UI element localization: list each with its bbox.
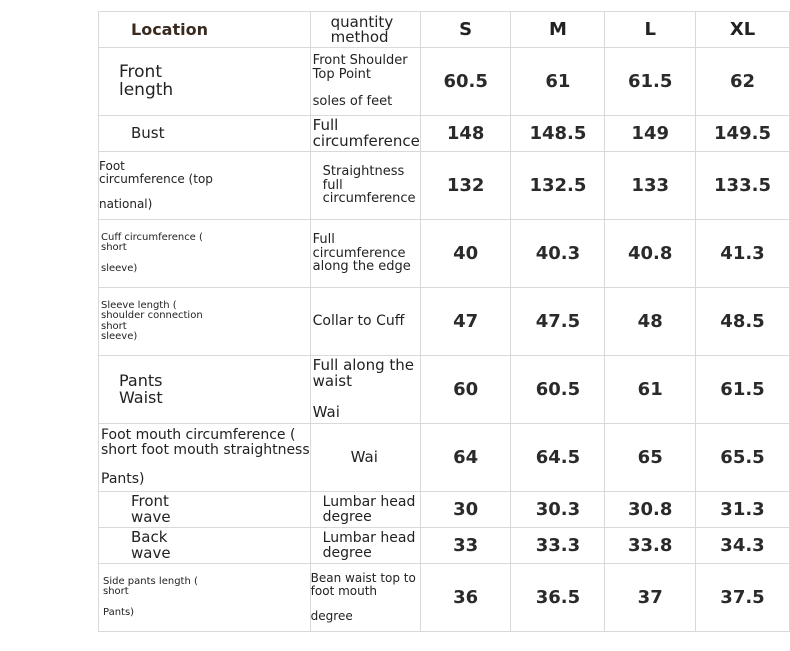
size-value-cell: 33 [420,528,511,564]
row-location-cell [99,564,311,632]
row-location-label: Cuff circumference ( short sleeve) [101,231,203,274]
size-value-cell: 34.3 [696,528,790,564]
table-row [99,356,790,424]
row-location-cell [99,528,311,564]
size-value-cell: 65.5 [696,424,790,492]
row-location-cell [99,288,311,356]
table-row [99,492,790,528]
row-location-label: Foot mouth circumference ( short foot mouth straightness Pants) [101,427,310,488]
row-method-label: Front Shoulder Top Point soles of feet [312,53,408,110]
size-value-cell: 40 [420,220,511,288]
row-method-label: Full circumference along the edge [312,232,411,275]
row-location-cell [99,152,311,220]
size-value-cell: 62 [696,48,790,116]
row-method-label: Wai [350,447,378,466]
table-row [99,48,790,116]
size-value-cell: 148 [420,116,511,152]
row-method-cell [310,288,420,356]
size-value-cell: 30 [420,492,511,528]
row-location-label: Bust [131,123,165,142]
row-method-label: Straightness full circumference [322,164,416,207]
row-method-cell [310,116,420,152]
size-value-cell: 37.5 [696,564,790,632]
row-location-cell [99,116,311,152]
row-location-label: Front length [119,61,174,100]
row-method-cell [310,152,420,220]
table-row [99,528,790,564]
size-value-cell: 65 [605,424,696,492]
size-value-cell: 132 [420,152,511,220]
row-method-cell [310,528,420,564]
row-method-label: Full along the waist Wai [312,356,415,422]
size-value-cell: 64 [420,424,511,492]
size-value-cell: 60.5 [420,48,511,116]
size-value-cell: 48.5 [696,288,790,356]
row-location-label: Back wave [131,527,171,562]
size-value-cell: 41.3 [696,220,790,288]
row-location-label: Side pants length ( short Pants) [103,575,198,618]
row-method-label: Lumbar head degree [322,529,416,561]
size-value-cell: 132.5 [511,152,605,220]
row-method-cell [310,424,420,492]
table-row [99,152,790,220]
table-row [99,288,790,356]
row-location-cell [99,492,311,528]
row-location-cell [99,356,311,424]
size-value-cell: 48 [605,288,696,356]
header-method: quantity method [310,12,420,48]
size-value-cell: 31.3 [696,492,790,528]
size-value-cell: 30.3 [511,492,605,528]
size-value-cell: 61.5 [605,48,696,116]
size-value-cell: 33.8 [605,528,696,564]
row-location-label: Sleeve length ( shoulder connection short sleeve) [101,299,203,342]
size-value-cell: 61 [605,356,696,424]
row-location-label: Front wave [131,491,171,526]
header-location: Location [99,12,311,48]
row-method-label: Bean waist top to foot mouth degree [310,571,416,624]
size-value-cell: 30.8 [605,492,696,528]
size-chart-table [98,11,790,632]
size-value-cell: 36.5 [511,564,605,632]
row-method-label: Full circumference [312,115,420,150]
size-value-cell: 64.5 [511,424,605,492]
row-location-cell [99,220,311,288]
row-location-label: Foot circumference (top national) [99,159,213,212]
header-size-m: M [511,12,605,48]
row-method-cell [310,356,420,424]
size-value-cell: 60.5 [511,356,605,424]
row-location-label: Pants Waist [119,370,163,407]
row-method-label: Lumbar head degree [322,493,416,525]
size-value-cell: 61 [511,48,605,116]
table-row [99,424,790,492]
size-value-cell: 61.5 [696,356,790,424]
size-value-cell: 40.8 [605,220,696,288]
row-location-cell [99,424,311,492]
header-size-l: L [605,12,696,48]
size-value-cell: 60 [420,356,511,424]
row-method-cell [310,564,420,632]
table-row [99,220,790,288]
size-value-cell: 133 [605,152,696,220]
row-method-cell [310,220,420,288]
size-value-cell: 148.5 [511,116,605,152]
row-method-label: Collar to Cuff [312,313,405,330]
row-method-cell [310,48,420,116]
table-row [99,116,790,152]
size-value-cell: 149 [605,116,696,152]
size-value-cell: 133.5 [696,152,790,220]
size-value-cell: 36 [420,564,511,632]
size-value-cell: 33.3 [511,528,605,564]
header-row [99,12,790,48]
header-size-xl: XL [696,12,790,48]
size-value-cell: 47.5 [511,288,605,356]
row-location-cell [99,48,311,116]
size-value-cell: 149.5 [696,116,790,152]
size-value-cell: 47 [420,288,511,356]
size-value-cell: 40.3 [511,220,605,288]
size-value-cell: 37 [605,564,696,632]
header-size-s: S [420,12,511,48]
row-method-cell [310,492,420,528]
table-row [99,564,790,632]
